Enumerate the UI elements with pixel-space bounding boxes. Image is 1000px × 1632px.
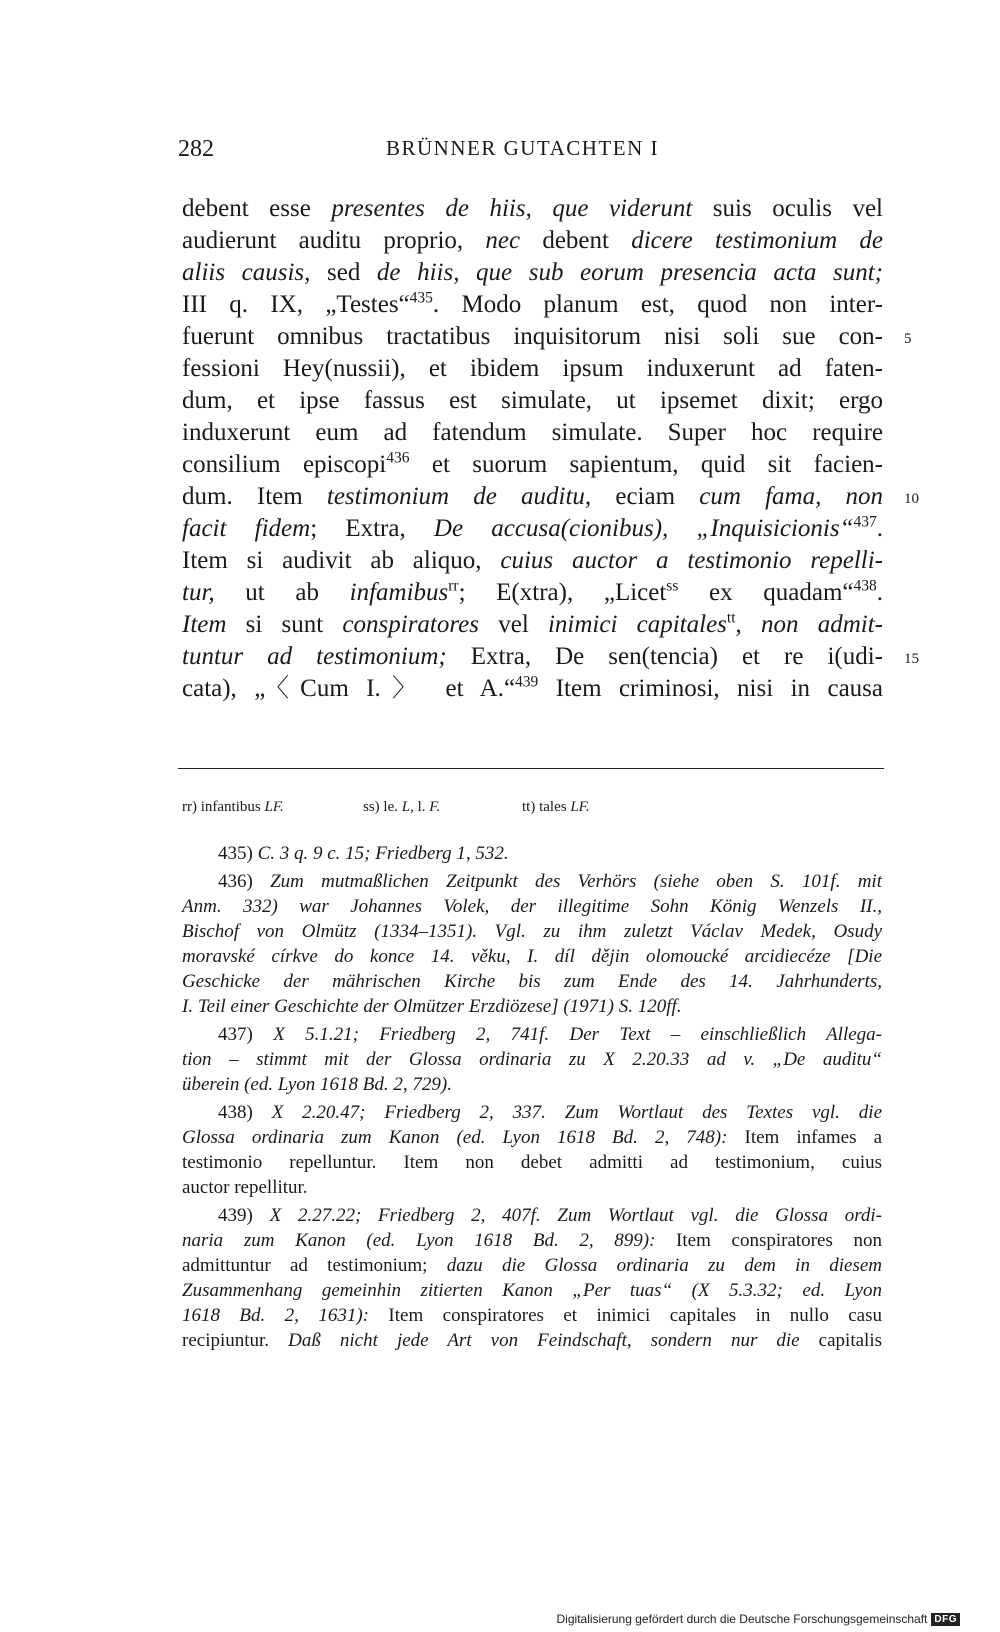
footnote-line: admittuntur ad testimonium; dazu die Glossa ordinaria zu dem in diesem bbox=[182, 1255, 883, 1276]
line-number-5: 5 bbox=[904, 331, 912, 347]
footnote-line: Geschicke der mährischen Kirche bis zum Ende des 14. Jahrhunderts, bbox=[182, 971, 882, 992]
credit-text: Digitalisierung gefördert durch die Deutsche Forschungsgemeinschaft bbox=[556, 1612, 928, 1626]
footnote-439: 439) X 2.27.22; Friedberg 2, 407f. Zum Wortlaut vgl. die Glossa ordi- bbox=[218, 1205, 883, 1226]
text-line: tuntur ad testimonium; Extra, De sen(tencia) et re i(udi- bbox=[182, 643, 883, 670]
digitization-credit bbox=[557, 1612, 960, 1626]
dfg-logo: DFG bbox=[931, 1613, 960, 1626]
line-number-10: 10 bbox=[904, 491, 919, 507]
text-line: cata), „〈Cum I.〉 et A.“$^{439}$ Item criminosi, nisi in causa bbox=[182, 673, 883, 702]
footnote-line: 1618 Bd. 2, 1631): Item conspiratores et inimici capitales in nullo casu bbox=[182, 1305, 882, 1326]
text-line: aliis causis, sed de hiis, que sub eorum presencia acta sunt; bbox=[182, 259, 883, 286]
footnote-line: Glossa ordinaria zum Kanon (ed. Lyon 1618 Bd. 2, 748): Item infames a bbox=[182, 1127, 883, 1148]
apparatus-note-ss: ss) le. L, l. F. bbox=[363, 799, 441, 815]
text-line: Item si audivit ab aliquo, cuius auctor a testimonio repelli- bbox=[182, 547, 883, 574]
text-line: dum, et ipse fassus est simulate, ut ipsemet dixit; ergo bbox=[182, 387, 883, 414]
footnote-437: 437) X 5.1.21; Friedberg 2, 741f. Der Text – einschließlich Allega- bbox=[218, 1024, 883, 1045]
footnote-435: 435) C. 3 q. 9 c. 15; Friedberg 1, 532. bbox=[218, 843, 509, 864]
footnote-line: naria zum Kanon (ed. Lyon 1618 Bd. 2, 899): Item conspiratores non bbox=[182, 1230, 882, 1251]
running-head: BRÜNNER GUTACHTEN I bbox=[386, 136, 659, 160]
text-line: consilium episcopi$^{436}$ et suorum sapientum, quid sit facien- bbox=[182, 449, 883, 478]
text-line: facit fidem; Extra, De accusa(cionibus), „Inquisicionis“$^{437}$. bbox=[182, 513, 883, 542]
page-number: 282 bbox=[178, 136, 214, 162]
footnote-line: I. Teil einer Geschichte der Olmützer Erzdiözese] (1971) S. 120ff. bbox=[182, 996, 682, 1017]
footnote-line: moravské církve do konce 14. věku, I. díl dějin olomoucké arcidiecéze [Die bbox=[182, 946, 882, 967]
footnote-line: überein (ed. Lyon 1618 Bd. 2, 729). bbox=[182, 1074, 452, 1095]
text-line: audierunt auditu proprio, nec debent dicere testimonium de bbox=[182, 227, 883, 254]
apparatus-note-tt: tt) tales LF. bbox=[522, 799, 590, 815]
footnote-line: Anm. 332) war Johannes Volek, der illegitime Sohn König Wenzels II., bbox=[182, 896, 882, 917]
footnote-436: 436) Zum mutmaßlichen Zeitpunkt des Verhörs (siehe oben S. 101f. mit bbox=[218, 871, 882, 892]
text-line: induxerunt eum ad fatendum simulate. Super hoc require bbox=[182, 419, 883, 446]
footnote-line: testimonio repelluntur. Item non debet admitti ad testimonium, cuius bbox=[182, 1152, 882, 1173]
apparatus-note-rr: rr) infantibus LF. bbox=[182, 799, 284, 815]
footnote-line: recipiuntur. Daß nicht jede Art von Feindschaft, sondern nur die capitalis bbox=[182, 1330, 882, 1351]
footnote-line: Zusammenhang gemeinhin zitierten Kanon „Per tuas“ (X 5.3.32; ed. Lyon bbox=[182, 1280, 882, 1301]
footnote-line: Bischof von Olmütz (1334–1351). Vgl. zu ihm zuletzt Václav Medek, Osudy bbox=[182, 921, 882, 942]
text-line: debent esse presentes de hiis, que viderunt suis oculis vel bbox=[182, 195, 883, 222]
footnote-line: tion – stimmt mit der Glossa ordinaria zu X 2.20.33 ad v. „De auditu“ bbox=[182, 1049, 882, 1070]
text-line: dum. Item testimonium de auditu, eciam cum fama, non bbox=[182, 483, 883, 510]
line-number-15: 15 bbox=[904, 651, 919, 667]
text-line: Item si sunt conspiratores vel inimici capitales$^{tt}$, non admit- bbox=[182, 609, 883, 638]
footnote-438: 438) X 2.20.47; Friedberg 2, 337. Zum Wortlaut des Textes vgl. die bbox=[218, 1102, 883, 1123]
text-line: fuerunt omnibus tractatibus inquisitorum nisi soli sue con- bbox=[182, 323, 883, 350]
footnote-rule bbox=[178, 768, 884, 769]
text-line: tur, ut ab infamibus$^{rr}$; E(xtra), „Licet$^{ss}$ ex quadam“$^{438}$. bbox=[182, 577, 883, 606]
text-line: III q. IX, „Testes“$^{435}$. Modo planum est, quod non inter- bbox=[182, 289, 883, 318]
text-line: fessioni Hey(nussii), et ibidem ipsum induxerunt ad faten- bbox=[182, 355, 883, 382]
footnote-line: auctor repellitur. bbox=[182, 1177, 308, 1198]
